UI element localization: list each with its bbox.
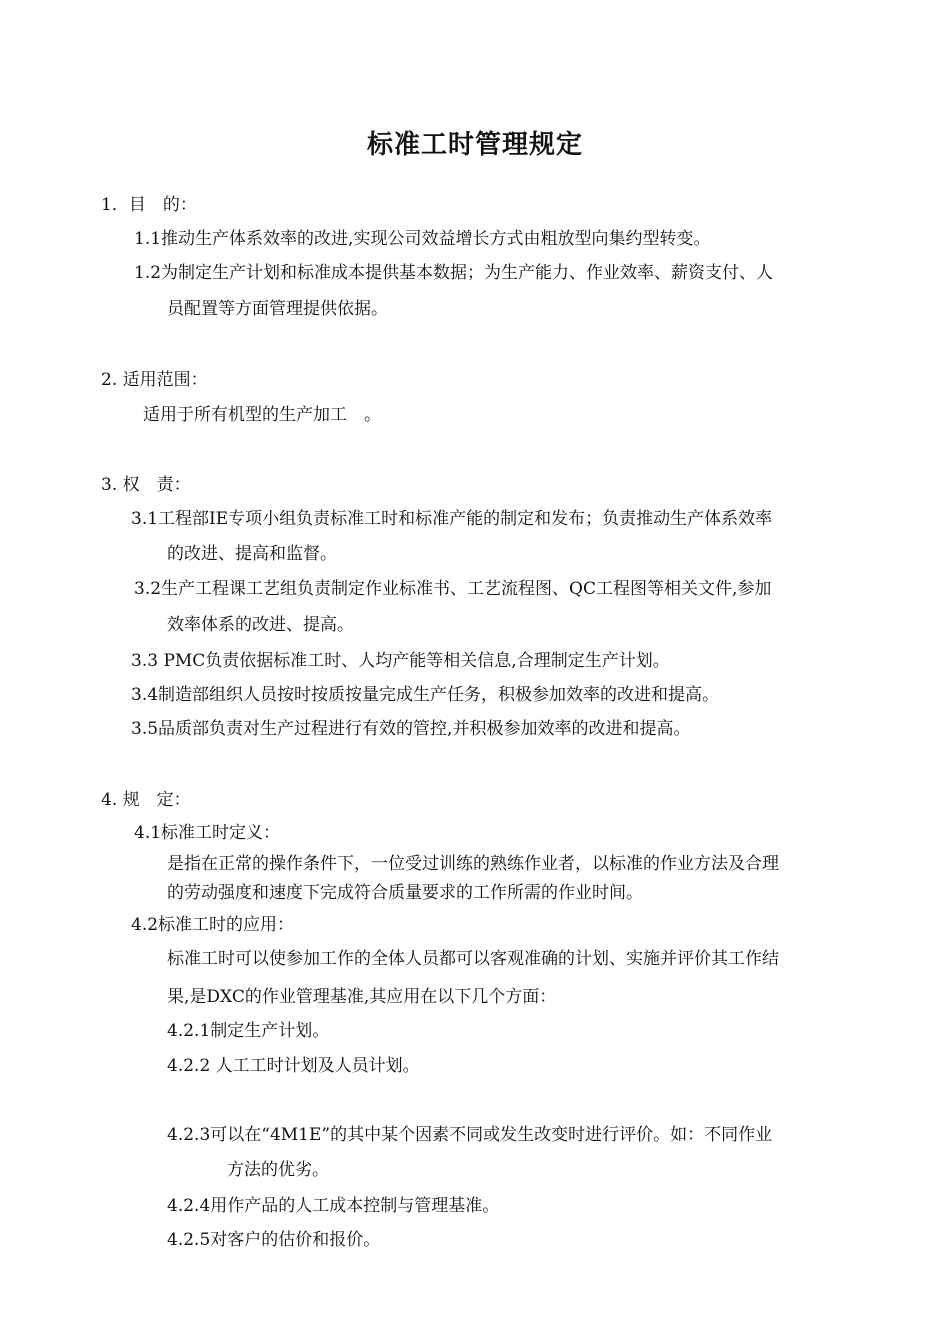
section-4-1-heading: 4.1标准工时定义：: [134, 823, 281, 843]
section-4-1-text: 是指在正常的操作条件下，一位受过训练的熟练作业者，以标准的作业方法及合理: [167, 854, 779, 874]
section-4-1-text-cont: 的劳动强度和速度下完成符合质量要求的工作所需的作业时间。: [167, 883, 643, 903]
section-4-2-4-text: 4.2.4用作产品的人工成本控制与管理基准。: [167, 1196, 500, 1216]
section-3-4-text: 3.4制造部组织人员按时按质按量完成生产任务，积极参加效率的改进和提高。: [131, 685, 720, 705]
section-1-1-text: 1.1推动生产体系效率的改进,实现公司效益增长方式由粗放型向集约型转变。: [134, 229, 711, 249]
section-3-heading: 3. 权 责：: [101, 475, 191, 495]
section-3-1-text: 3.1工程部IE专项小组负责标准工时和标准产能的制定和发布；负责推动生产体系效率: [131, 509, 773, 529]
section-3-3-text: 3.3 PMC负责依据标准工时、人均产能等相关信息,合理制定生产计划。: [131, 651, 670, 671]
section-4-2-2-text: 4.2.2 人工工时计划及人员计划。: [167, 1056, 420, 1076]
document-title: 标准工时管理规定: [366, 130, 583, 160]
section-4-2-text-cont: 果,是DXC的作业管理基准,其应用在以下几个方面：: [167, 987, 557, 1007]
section-1-2-text: 1.2为制定生产计划和标准成本提供基本数据；为生产能力、作业效率、薪资支付、人: [134, 263, 774, 283]
section-4-heading: 4. 规 定：: [101, 790, 191, 810]
section-3-5-text: 3.5品质部负责对生产过程进行有效的管控,并积极参加效率的改进和提高。: [131, 719, 691, 739]
section-3-1-text-cont: 的改进、提高和监督。: [167, 544, 337, 564]
section-4-2-3-text: 4.2.3可以在“4M1E”的其中某个因素不同或发生改变时进行评价。如：不同作业: [167, 1125, 773, 1145]
section-4-2-text: 标准工时可以使参加工作的全体人员都可以客观准确的计划、实施并评价其工作结: [167, 949, 779, 969]
section-4-2-1-text: 4.2.1制定生产计划。: [167, 1021, 330, 1041]
section-1-heading: 1．目 的：: [101, 195, 197, 215]
section-1-2-text-cont: 员配置等方面管理提供依据。: [167, 299, 388, 319]
section-3-2-text: 3.2生产工程课工艺组负责制定作业标准书、工艺流程图、QC工程图等相关文件,参加: [134, 579, 772, 599]
section-3-2-text-cont: 效率体系的改进、提高。: [167, 615, 354, 635]
section-4-2-5-text: 4.2.5对客户的估价和报价。: [167, 1230, 381, 1250]
section-2-text: 适用于所有机型的生产加工 。: [143, 405, 381, 425]
section-4-2-3-text-cont: 方法的优劣。: [227, 1160, 329, 1180]
section-4-2-heading: 4.2标准工时的应用：: [131, 915, 295, 935]
section-2-heading: 2. 适用范围：: [101, 370, 208, 390]
